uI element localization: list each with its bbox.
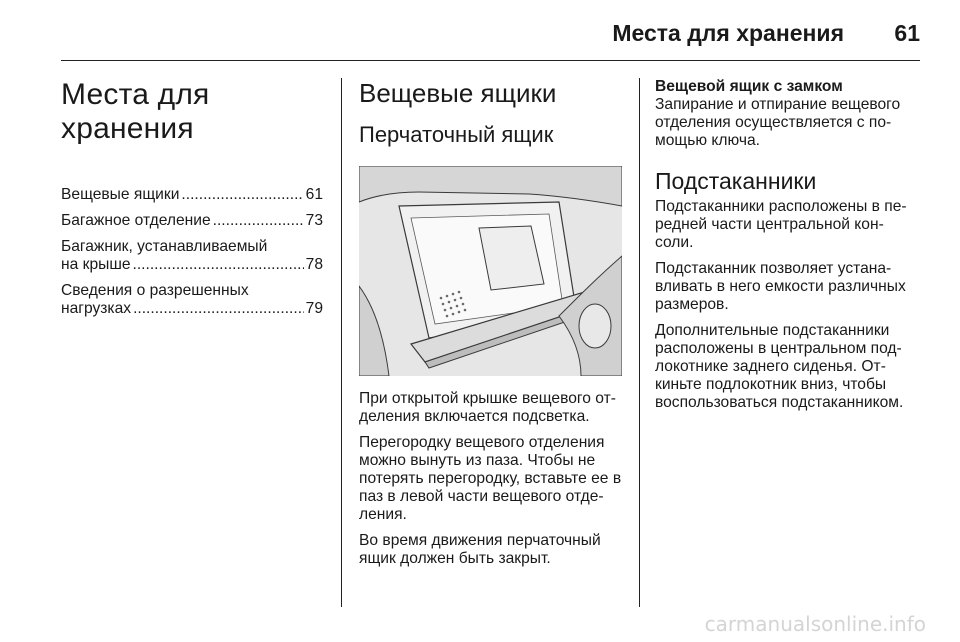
toc-entry-title-line1: Багажник, устанавливаемый [61, 238, 268, 255]
toc-entry-title: нагрузках [61, 300, 132, 317]
running-header-title: Места для хранения [612, 20, 844, 46]
toc-line [61, 256, 323, 274]
page-number: 61 [894, 20, 920, 46]
watermark: carmanualsonline.info [704, 612, 926, 636]
toc-entry-title-line1: Сведения о разрешенных [61, 282, 249, 299]
middle-column [359, 78, 622, 576]
toc-entry[interactable] [61, 282, 323, 318]
toc-line [61, 212, 323, 230]
toc-line [61, 186, 323, 204]
toc-entry-page: 73 [305, 212, 323, 229]
left-column [61, 78, 323, 326]
paragraph: Подстаканник позволяет устана-вливать в него емкости различных размеров. [655, 260, 906, 313]
toc-line [61, 300, 323, 318]
cupholders-title: Подстаканники [655, 168, 817, 194]
paragraph: Во время движения перчаточный ящик должен быть закрыт. [359, 532, 601, 567]
toc-leader-dots [213, 212, 304, 230]
column-divider-1 [341, 78, 342, 607]
toc-entry[interactable] [61, 186, 323, 204]
lockable-box-title: Вещевой ящик с замком [655, 78, 843, 95]
paragraph: Перегородку вещевого отделения можно вынуть из паза. Чтобы не потерять перегородку, вставьте ее в паз в левой части вещевого отде-ления. [359, 434, 622, 523]
toc-entry-page: 79 [305, 300, 323, 317]
toc-entry-title: Багажное отделение [61, 212, 211, 229]
paragraph: Подстаканники расположены в пе-редней части центральной кон-соли. [655, 198, 907, 251]
toc-entry-title: на крыше [61, 256, 131, 273]
section-title: Вещевые ящики [359, 78, 557, 108]
toc-entry[interactable] [61, 212, 323, 230]
toc-entry[interactable] [61, 238, 323, 274]
right-column [655, 78, 920, 420]
glovebox-illustration [359, 166, 622, 376]
paragraph: При открытой крышке вещевого от-деления включается подсветка. [359, 390, 616, 425]
subsection-title: Перчаточный ящик [359, 122, 554, 147]
chapter-title: Места для хранения [61, 78, 210, 145]
paragraph: Дополнительные подстаканники расположены в центральном под-локотнике заднего сиденья. От-киньте подлокотник вниз, чтобы воспользоваться подстаканником. [655, 322, 904, 411]
toc-leader-dots [133, 300, 304, 318]
toc-entry-title: Вещевые ящики [61, 186, 180, 203]
paragraph: Запирание и отпирание вещевого отделения осуществляется с по-мощью ключа. [655, 96, 901, 149]
toc-leader-dots [181, 186, 303, 204]
toc-entry-page: 78 [305, 256, 323, 273]
toc-entry-page: 61 [305, 186, 323, 203]
toc-leader-dots [133, 256, 304, 274]
header-divider [61, 60, 920, 61]
column-divider-2 [639, 78, 640, 607]
